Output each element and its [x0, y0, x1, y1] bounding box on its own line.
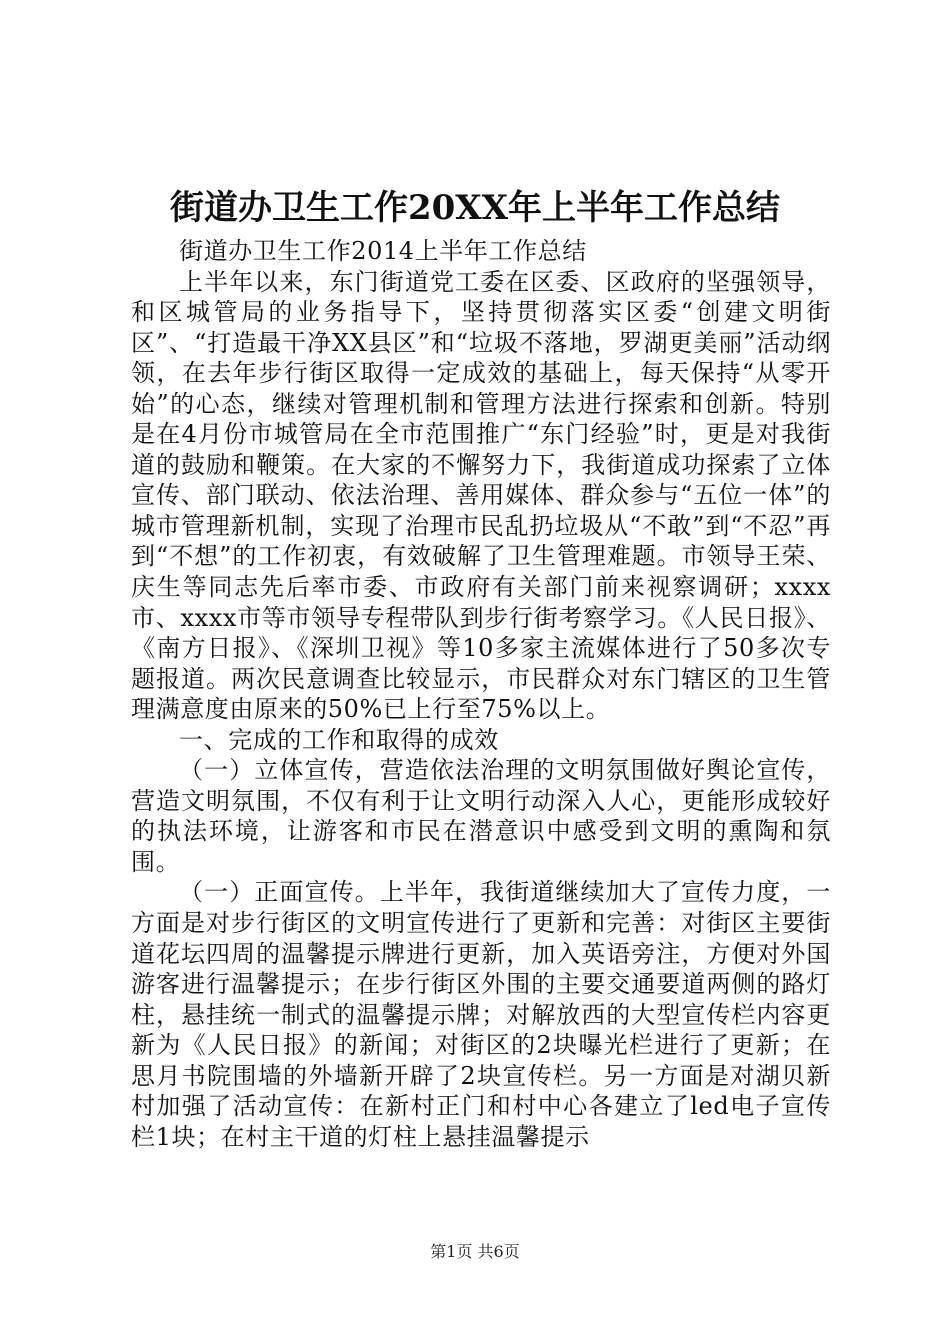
- document-subtitle: 街道办卫生工作2014上半年工作总结: [179, 237, 587, 265]
- paragraph-intro: 上半年以来，东门街道党工委在区委、区政府的坚强领导，和区城管局的业务指导下，坚持贯彻落实区委“创建文明街区”、“打造最干净XX县区”和“垃圾不落地，罗湖更美丽”活动纲领，在去年步行街区取得一定成效的基础上，每天保持“从零开始”的心态，继续对管理机制和管理方法进行探索和创新。特别是在4月份市城管局在全市范围推广“东门经验”时，更是对我街道的鼓励和鞭策。在大家的不懈努力下，我街道成功探索了立体宣传、部门联动、依法治理、善用媒体、群众参与“五位一体”的城市管理新机制，实现了治理市民乱扔垃圾从“不敢”到“不忍”再到“不想”的工作初衷，有效破解了卫生管理难题。市领导王荣、庆生等同志先后率市委、市政府有关部门前来视察调研；xxxx市、xxxx市等市领导专程带队到步行街考察学习。《人民日报》、《南方日报》、《深圳卫视》等10多家主流媒体进行了50多次专题报道。两次民意调查比较显示，市民群众对东门辖区的卫生管理满意度由原来的50%已上行至75%以上。: [131, 267, 831, 724]
- paragraph-subsection-2: （一）正面宣传。上半年，我街道继续加大了宣传力度，一方面是对步行街区的文明宣传进行了更新和完善：对街区主要街道花坛四周的温馨提示牌进行更新，加入英语旁注，方便对外国游客进行温馨提示；在步行街区外围的主要交通要道两侧的路灯柱，悬挂统一制式的温馨提示牌；对解放西的大型宣传栏内容更新为《人民日报》的新闻；对街区的2块曝光栏进行了更新；在思月书院围墙的外墙新开辟了2块宣传栏。另一方面是对湖贝新村加强了活动宣传：在新村正门和村中心各建立了led电子宣传栏1块；在村主干道的灯柱上悬挂温馨提示: [131, 878, 831, 1151]
- paragraph-subsection-1: （一）立体宣传，营造依法治理的文明氛围做好舆论宣传，营造文明氛围，不仅有利于让文明行动深入人心，更能形成较好的执法环境，让游客和市民在潜意识中感受到文明的熏陶和氛围。: [131, 756, 831, 876]
- page-footer: 第1页 共6页: [430, 1242, 520, 1261]
- document-body: [131, 236, 831, 1152]
- document-title: 街道办卫生工作20XX年上半年工作总结: [169, 188, 781, 228]
- section-heading: 一、完成的工作和取得的成效: [179, 725, 499, 754]
